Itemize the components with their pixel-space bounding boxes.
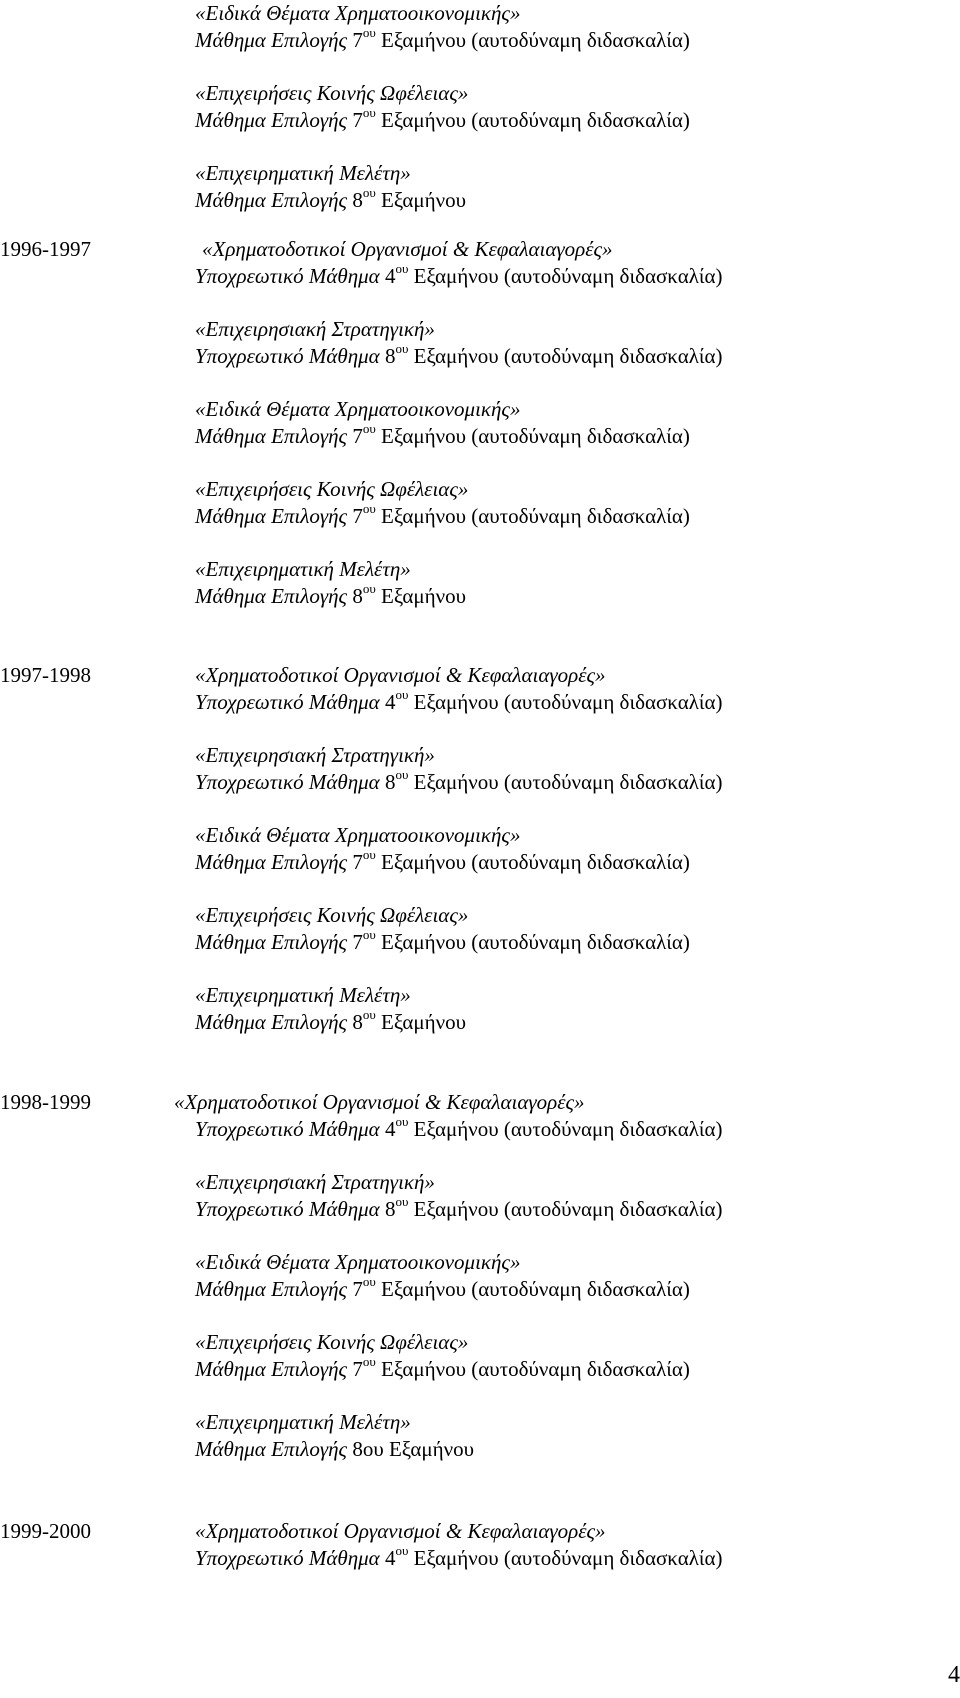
semester-text: Εξαμήνου bbox=[381, 584, 467, 608]
semester-text: Εξαμήνου (αυτοδύναμη διδασκαλία) bbox=[413, 770, 723, 794]
semester-number: 8 bbox=[384, 1197, 396, 1221]
course-description bbox=[195, 1545, 723, 1571]
page-number: 4 bbox=[948, 1662, 960, 1688]
ordinal-suffix: ου bbox=[362, 105, 376, 120]
semester-text: Εξαμήνου (αυτοδύναμη διδασκαλία) bbox=[381, 424, 690, 448]
ordinal-suffix: ου bbox=[395, 1543, 409, 1558]
semester-number: 7 bbox=[352, 424, 363, 448]
course-title: «Επιχειρησιακή Στρατηγική» bbox=[195, 1170, 435, 1194]
semester-number: 7 bbox=[352, 28, 363, 52]
semester-number: 4 bbox=[384, 1546, 396, 1570]
semester-text: Εξαμήνου (αυτοδύναμη διδασκαλία) bbox=[381, 108, 690, 132]
course-type: Υποχρεωτικό Μάθημα bbox=[195, 770, 380, 794]
semester-number: 8 bbox=[352, 584, 363, 608]
course-type: Υποχρεωτικό Μάθημα bbox=[195, 1197, 380, 1221]
semester-number: 7 bbox=[352, 108, 363, 132]
course-title: «Χρηματοδοτικοί Οργανισμοί & Κεφαλαιαγορές» bbox=[195, 1519, 606, 1543]
semester-text: Εξαμήνου bbox=[381, 1010, 467, 1034]
course-description bbox=[195, 423, 690, 449]
semester-number: 7 bbox=[352, 850, 363, 874]
course-type: Υποχρεωτικό Μάθημα bbox=[195, 690, 380, 714]
course-description bbox=[195, 1196, 723, 1222]
semester-text: Εξαμήνου (αυτοδύναμη διδασκαλία) bbox=[413, 1197, 723, 1221]
semester-number: 4 bbox=[384, 1117, 396, 1141]
course-title: «Χρηματοδοτικοί Οργανισμοί & Κεφαλαιαγορές» bbox=[195, 663, 606, 687]
course-description bbox=[195, 187, 466, 213]
ordinal-suffix: ου bbox=[362, 1007, 376, 1022]
course-title: «Επιχειρήσεις Κοινής Ωφέλειας» bbox=[195, 81, 469, 105]
semester-number: 7 bbox=[352, 930, 363, 954]
ordinal-suffix: ου bbox=[362, 501, 376, 516]
course-title: «Χρηματοδοτικοί Οργανισμοί & Κεφαλαιαγορές» bbox=[202, 237, 613, 261]
course-type: Μάθημα Επιλογής bbox=[195, 1277, 348, 1301]
course-description bbox=[195, 1436, 474, 1462]
course-type: Μάθημα Επιλογής bbox=[195, 188, 348, 212]
ordinal-suffix: ου bbox=[395, 341, 409, 356]
course-title: «Επιχειρηματική Μελέτη» bbox=[195, 161, 411, 185]
course-title: «Επιχειρήσεις Κοινής Ωφέλειας» bbox=[195, 477, 469, 501]
course-title: «Ειδικά Θέματα Χρηματοοικονομικής» bbox=[195, 1250, 521, 1274]
year-label: 1999-2000 bbox=[0, 1519, 91, 1543]
course-type: Μάθημα Επιλογής bbox=[195, 850, 348, 874]
semester-text: Εξαμήνου (αυτοδύναμη διδασκαλία) bbox=[381, 1357, 690, 1381]
course-description bbox=[195, 1116, 723, 1142]
year-label: 1998-1999 bbox=[0, 1090, 91, 1114]
course-description bbox=[195, 1276, 690, 1302]
ordinal-suffix: ου bbox=[362, 927, 376, 942]
course-type: Μάθημα Επιλογής bbox=[195, 1357, 348, 1381]
semester-text: Εξαμήνου (αυτοδύναμη διδασκαλία) bbox=[413, 1117, 723, 1141]
semester-text: Εξαμήνου (αυτοδύναμη διδασκαλία) bbox=[413, 1546, 723, 1570]
course-description bbox=[195, 263, 723, 289]
course-description bbox=[195, 583, 466, 609]
course-description bbox=[195, 1009, 466, 1035]
course-description bbox=[195, 769, 723, 795]
course-description bbox=[195, 503, 690, 529]
semester-number: 4 bbox=[384, 264, 396, 288]
course-description bbox=[195, 27, 690, 53]
course-type: Υποχρεωτικό Μάθημα bbox=[195, 344, 380, 368]
semester-number: 8 bbox=[384, 344, 396, 368]
ordinal-suffix: ου bbox=[362, 25, 376, 40]
ordinal-suffix: ου bbox=[395, 687, 409, 702]
course-title: «Επιχειρησιακή Στρατηγική» bbox=[195, 317, 435, 341]
semester-text: Εξαμήνου (αυτοδύναμη διδασκαλία) bbox=[381, 504, 690, 528]
semester-number: 8 bbox=[384, 770, 396, 794]
course-type: Μάθημα Επιλογής bbox=[195, 1010, 348, 1034]
course-type: Μάθημα Επιλογής bbox=[195, 1437, 348, 1461]
semester-text: Εξαμήνου bbox=[388, 1437, 475, 1461]
semester-text: Εξαμήνου (αυτοδύναμη διδασκαλία) bbox=[381, 930, 690, 954]
ordinal-suffix: ου bbox=[362, 847, 376, 862]
course-type: Μάθημα Επιλογής bbox=[195, 424, 348, 448]
course-title: «Επιχειρηματική Μελέτη» bbox=[195, 1410, 411, 1434]
semester-number: 8 bbox=[352, 1010, 363, 1034]
semester-number: 7 bbox=[352, 504, 363, 528]
course-type: Μάθημα Επιλογής bbox=[195, 108, 348, 132]
ordinal-suffix: ου bbox=[395, 1194, 409, 1209]
semester-text: Εξαμήνου (αυτοδύναμη διδασκαλία) bbox=[413, 344, 723, 368]
course-description bbox=[195, 1356, 690, 1382]
ordinal-suffix: ου bbox=[395, 767, 409, 782]
course-type: Μάθημα Επιλογής bbox=[195, 930, 348, 954]
course-description bbox=[195, 343, 723, 369]
year-label: 1997-1998 bbox=[0, 663, 91, 687]
course-title: «Ειδικά Θέματα Χρηματοοικονομικής» bbox=[195, 397, 521, 421]
course-description bbox=[195, 929, 690, 955]
course-title: «Επιχειρήσεις Κοινής Ωφέλειας» bbox=[195, 903, 469, 927]
course-type: Μάθημα Επιλογής bbox=[195, 504, 348, 528]
ordinal-suffix: ου bbox=[362, 421, 376, 436]
semester-number: 7 bbox=[352, 1357, 363, 1381]
course-title: «Χρηματοδοτικοί Οργανισμοί & Κεφαλαιαγορές» bbox=[174, 1090, 585, 1114]
course-title: «Επιχειρηματική Μελέτη» bbox=[195, 983, 411, 1007]
semester-number: 7 bbox=[352, 1277, 363, 1301]
course-type: Υποχρεωτικό Μάθημα bbox=[195, 1546, 380, 1570]
course-title: «Επιχειρηματική Μελέτη» bbox=[195, 557, 411, 581]
course-type: Υποχρεωτικό Μάθημα bbox=[195, 1117, 380, 1141]
course-title: «Επιχειρησιακή Στρατηγική» bbox=[195, 743, 435, 767]
ordinal-suffix: ου bbox=[362, 185, 376, 200]
semester-number: 8ου bbox=[352, 1437, 384, 1461]
semester-number: 4 bbox=[384, 690, 396, 714]
semester-text: Εξαμήνου (αυτοδύναμη διδασκαλία) bbox=[381, 850, 690, 874]
course-description bbox=[195, 689, 723, 715]
course-title: «Ειδικά Θέματα Χρηματοοικονομικής» bbox=[195, 823, 521, 847]
ordinal-suffix: ου bbox=[362, 1274, 376, 1289]
course-title: «Ειδικά Θέματα Χρηματοοικονομικής» bbox=[195, 1, 521, 25]
course-type: Υποχρεωτικό Μάθημα bbox=[195, 264, 380, 288]
course-type: Μάθημα Επιλογής bbox=[195, 584, 348, 608]
semester-text: Εξαμήνου (αυτοδύναμη διδασκαλία) bbox=[381, 1277, 690, 1301]
course-title: «Επιχειρήσεις Κοινής Ωφέλειας» bbox=[195, 1330, 469, 1354]
course-description bbox=[195, 107, 690, 133]
ordinal-suffix: ου bbox=[395, 261, 409, 276]
semester-number: 8 bbox=[352, 188, 363, 212]
semester-text: Εξαμήνου (αυτοδύναμη διδασκαλία) bbox=[413, 690, 723, 714]
course-description bbox=[195, 849, 690, 875]
course-type: Μάθημα Επιλογής bbox=[195, 28, 348, 52]
ordinal-suffix: ου bbox=[362, 1354, 376, 1369]
semester-text: Εξαμήνου (αυτοδύναμη διδασκαλία) bbox=[413, 264, 723, 288]
semester-text: Εξαμήνου bbox=[381, 188, 467, 212]
ordinal-suffix: ου bbox=[362, 581, 376, 596]
semester-text: Εξαμήνου (αυτοδύναμη διδασκαλία) bbox=[381, 28, 690, 52]
year-label: 1996-1997 bbox=[0, 237, 91, 261]
ordinal-suffix: ου bbox=[395, 1114, 409, 1129]
